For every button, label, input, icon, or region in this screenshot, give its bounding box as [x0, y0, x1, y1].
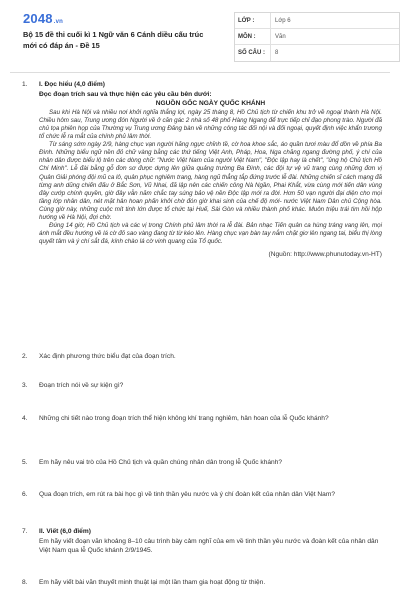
meta-row-class	[235, 13, 399, 29]
meta-label: MÔN :	[235, 29, 271, 44]
question-number: 6.	[22, 491, 28, 498]
passage-paragraph: Từ sáng sớm ngày 2/9, hàng chục vạn người hăng ngực chỉnh tề, cờ hoa khoe sắc, áo quần tươi màu đổ dồn về phía Ba Đình. Những biểu ngữ nền đỏ chữ vàng bằng các thứ tiếng Việt Anh, Pháp, Hoa, Nga chăng ngang đường phố, ý chí của nhân dân được biểu lộ trên các dòng chữ: "Nước Việt Nam của người Việt Nam", "Độc lập hay là chết", "ủng hộ Chủ tịch Hồ Chí Minh". Lễ đài bằng gỗ đơn sơ được dựng lên giữa quảng trường Ba Đình, các đội tự vệ vũ trang cùng những đơn vị Quân Giải phóng đội mũ ca lô, quân phục nghiêm trang, hàng ngũ thẳng tắp đứng trước lễ đài. Những chiến sĩ cách mạng đã từng anh dũng chiến đấu ở Bắc Sơn, Vũ Nhai, đã lập nên các chiến công Nà Ngần, Phai Khắt, vừa cùng mới tiến dân vùng đây cướp chính quyền, giờ đây vẫn năm chắc tay súng bảo vệ nền Độc lập mới ra đời. Hơn 50 vạn người đại diện cho mọi tầng lớp nhân dân, nét mặt hân hoan phấn khởi chờ đón giờ khai sinh của chế độ mới- nước Việt Nam Dân chủ Cộng hòa. Cùng giờ này, những cuộc mít tinh lớn được tổ chức tại Huế, Sài Gòn và nhiều thành phố khác. Muôn triệu trái tim hồi hộp hướng về Hà Nội, đợi chờ.	[39, 141, 382, 221]
exam-title: Bộ 15 đề thi cuối kì 1 Ngữ văn 6 Cánh diều cấu trúc mới có đáp án - Đề 15	[23, 30, 204, 50]
meta-label: LỚP :	[235, 13, 271, 28]
question-body	[39, 527, 382, 556]
question-text: Em hãy nêu vai trò của Hồ Chủ tịch và quần chúng nhân dân trong lễ Quốc khánh?	[39, 459, 283, 466]
meta-row-count	[235, 45, 399, 61]
question-number: 7.	[22, 528, 28, 535]
instruction-text: Đọc đoạn trích sau và thực hiện các yêu cầu bên dưới:	[39, 90, 212, 98]
logo-text: 2048	[23, 11, 53, 26]
question-text: Qua đoạn trích, em rút ra bài học gì về tinh thần yêu nước và ý chí đoàn kết của nhân dân Việt Nam?	[39, 491, 335, 498]
section-heading: II. Viết (6,0 điểm)	[39, 528, 91, 535]
question-number: 8.	[22, 579, 28, 586]
question-text: Em hãy viết đoạn văn khoảng 8–10 câu trình bày cảm nghĩ của em về tinh thần yêu nước và đoàn kết của nhân dân Việt Nam qua lễ Quốc khánh 2/9/1945.	[39, 537, 379, 555]
meta-row-subject	[235, 29, 399, 45]
passage-title: NGUỒN GỐC NGÀY QUỐC KHÁNH	[155, 100, 266, 108]
question-text: Xác định phương thức biểu đạt của đoạn trích.	[39, 353, 176, 360]
site-logo[interactable]	[23, 11, 63, 26]
question-body	[39, 80, 382, 260]
header-divider	[10, 72, 390, 73]
exam-meta-table	[234, 12, 400, 62]
question-number: 3.	[22, 382, 28, 389]
meta-value: Văn	[275, 33, 286, 40]
passage-source: (Nguồn: http://www.phunutoday.vn-HT)	[268, 251, 382, 259]
section-heading: I. Đọc hiểu (4,0 điểm)	[39, 81, 105, 88]
question-text: Những chi tiết nào trong đoạn trích thể hiện không khí trang nghiêm, hân hoan của lễ Quốc khánh?	[39, 415, 329, 422]
meta-label: SỐ CÂU :	[235, 45, 271, 61]
meta-value: Lớp 6	[275, 17, 291, 24]
question-number: 2.	[22, 353, 28, 360]
passage-paragraph: Đúng 14 giờ, Hồ Chủ tịch và các vị trong Chính phủ lâm thời ra lễ đài. Bản nhạc Tiến quân ca hùng tráng vang lên, mọi ánh mắt đều hướng về lá cờ đỏ sao vàng đang từ từ kéo lên. Hàng chục vạn bàn tay nắm chặt giơ lên ngang tai, biểu thị lòng quyết tâm và ý chí sắt đá, kính chào lá cờ vinh quang của Tổ quốc.	[39, 222, 382, 246]
question-text: Em hãy viết bài văn thuyết minh thuật lại một lần tham gia hoạt động từ thiện.	[39, 579, 266, 586]
question-number: 4.	[22, 415, 28, 422]
passage-paragraph: Sau khi Hà Nội và nhiều nơi khởi nghĩa thắng lợi, ngày 25 tháng 8, Hồ Chủ tịch từ chiến khu trở về ngoại thành Hà Nội. Chiều hôm sau, Trung ương đón Người về ở căn gác 2 nhà số 48 phố Hàng Ngang để trực tiếp chỉ đạo phong trào. Người đã chủ tọa phiên họp của Thường vụ Trung ương Đảng bàn về những công tác đối nội và đối ngoại, quyết định việc khẩn trương tổ chức lễ ra mắt của chính phủ lâm thời.	[39, 108, 382, 141]
question-number: 5.	[22, 459, 28, 466]
question-text: Đoạn trích nói về sự kiện gì?	[39, 382, 124, 389]
question-number: 1.	[22, 81, 28, 88]
meta-value: 8	[275, 50, 279, 56]
page-header	[10, 8, 390, 66]
logo-suffix: .vn	[53, 19, 64, 25]
